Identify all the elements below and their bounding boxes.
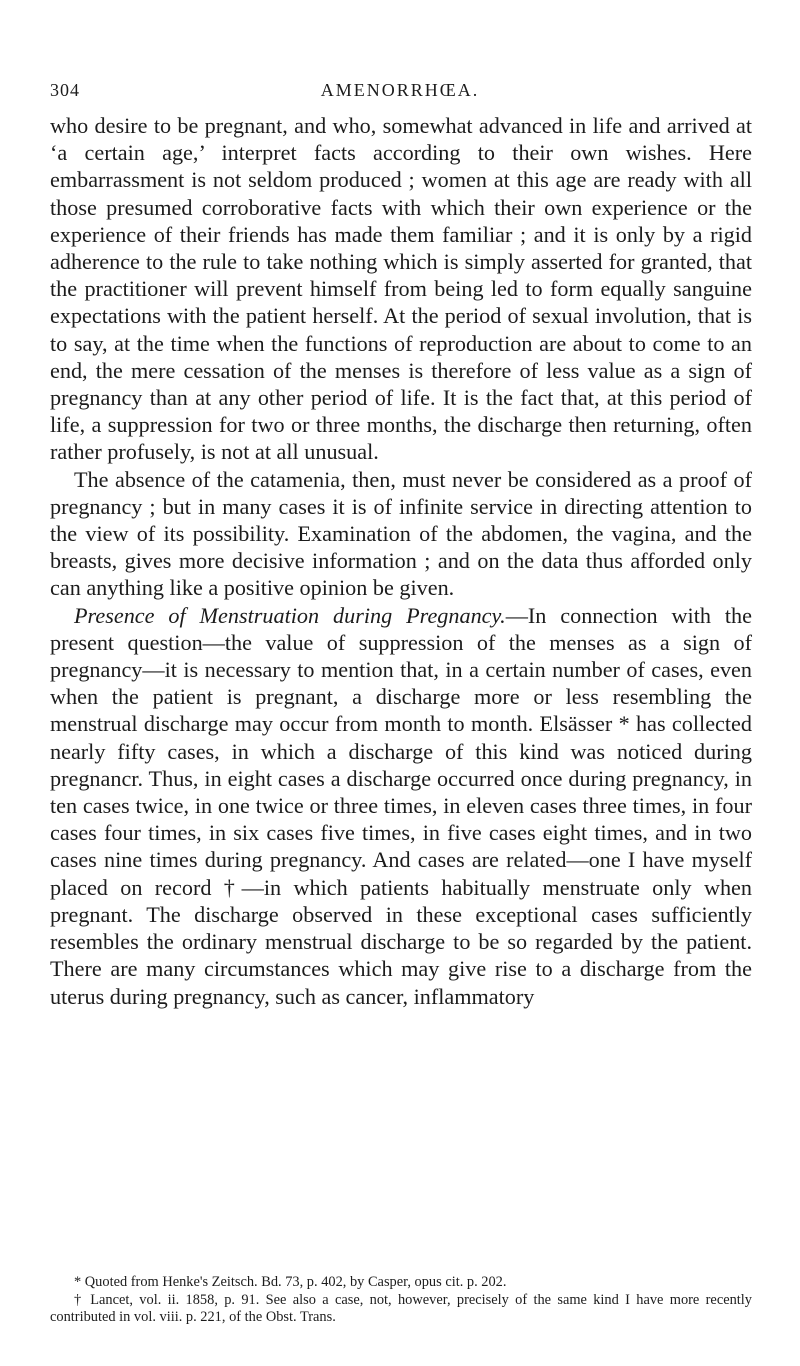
body-text xyxy=(50,112,752,1010)
section-subheading: Presence of Menstruation during Pregnancy. xyxy=(74,602,506,628)
paragraph-1: who desire to be pregnant, and who, somewhat advanced in life and arrived at ‘a certain age,’ interpret facts according to their own wishes. Here embarrassment is not seldom produced ; women at this age are ready with all those presumed corroborative facts with which their own experience or the experience of their friends has made them familiar ; and it is only by a rigid adherence to the rule to take nothing which is simply asserted for granted, that the practitioner will prevent himself from being led to form equally sanguine expectations with the patient herself. At the period of sexual involution, that is to say, at the time when the functions of reproduction are about to come to an end, the mere cessation of the menses is therefore of less value as a sign of pregnancy than at any other period of life. It is the fact that, at this period of life, a suppression for two or three months, the discharge then returning, often rather profusely, is not at all unusual. xyxy=(50,113,752,465)
footnote-1: * Quoted from Henke's Zeitsch. Bd. 73, p. 402, by Casper, opus cit. p. 202. xyxy=(74,1274,507,1290)
page-header xyxy=(50,80,750,104)
footnote-2: † Lancet, vol. ii. 1858, p. 91. See also a case, not, however, precisely of the same kind I have more recently contributed in vol. viii. p. 221, of the Obst. Trans. xyxy=(50,1291,752,1325)
page-number: 304 xyxy=(50,80,80,100)
running-title: AMENORRHŒA. xyxy=(320,80,480,100)
footnotes xyxy=(50,1274,752,1327)
paragraph-3 xyxy=(50,602,752,1010)
paragraph-3-text: —In connection with the present question—the value of suppression of the menses as a sign of pregnancy—it is necessary to mention that, in a certain number of cases, even when the patient is pregnant, a discharge more or less resembling the menstrual discharge may occur from month to month. Elsässer * has collected nearly fifty cases, in which a discharge of this kind was noticed during pregnancr. Thus, in eight cases a discharge occurred once during pregnancy, in ten cases twice, in one twice or three times, in eleven cases three times, in four cases four times, in six cases five times, in five cases eight times, and in two cases nine times during pregnancy. And cases are related—one I have myself placed on record †—in which patients habitually menstruate only when pregnant. The discharge observed in these exceptional cases sufficiently resembles the ordinary menstrual discharge to be so regarded by the patient. There are many circumstances which may give rise to a discharge from the uterus during pregnancy, such as cancer, inflammatory xyxy=(50,602,752,1009)
paragraph-2: The absence of the catamenia, then, must never be considered as a proof of pregnancy ; but in many cases it is of infinite service in directing attention to the view of its possibility. Examination of the abdomen, the vagina, and the breasts, gives more decisive information ; and on the data thus afforded only can anything like a positive opinion be given. xyxy=(50,466,752,601)
